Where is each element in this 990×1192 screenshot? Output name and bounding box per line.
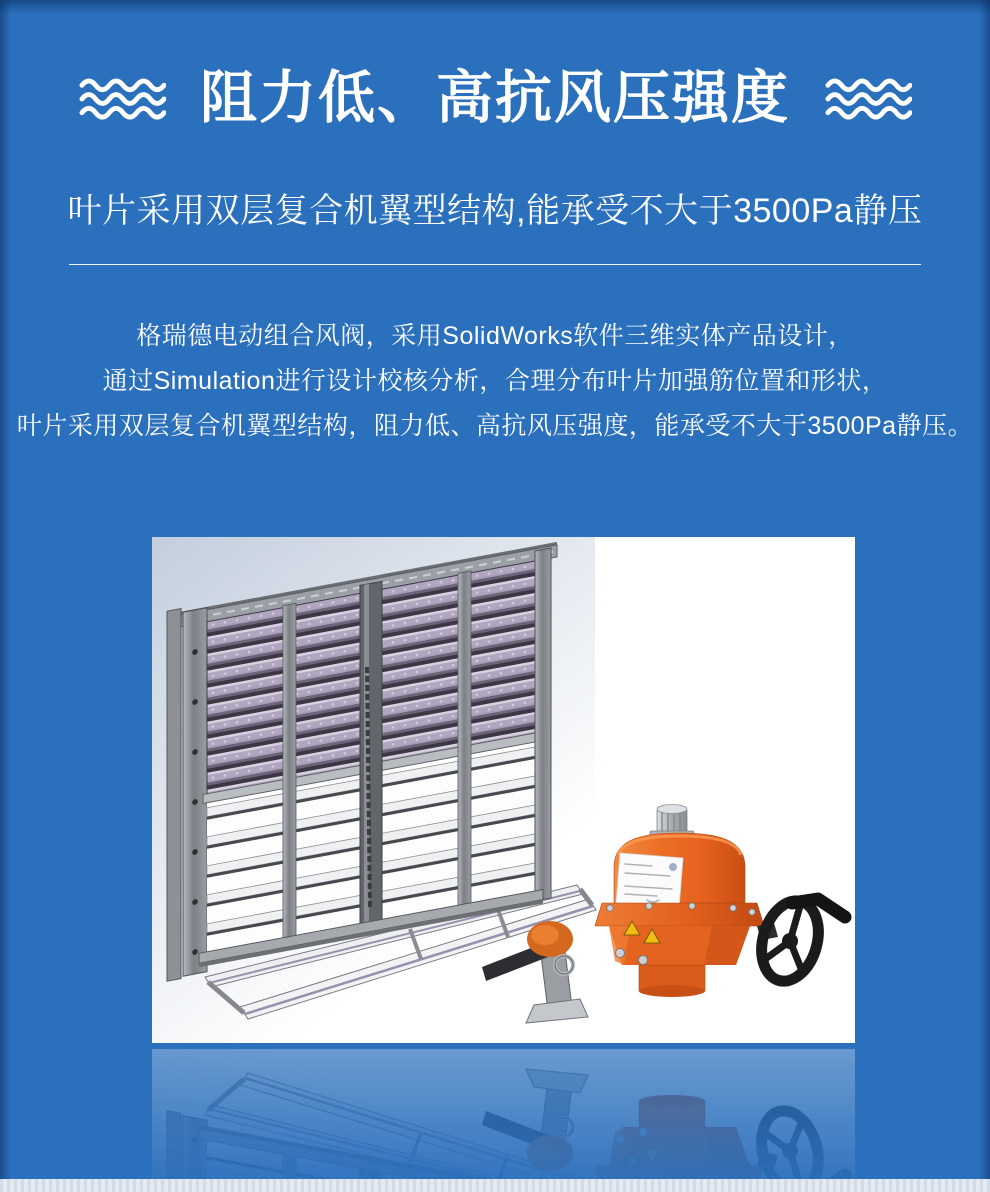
page-title: 阻力低、高抗风压强度 [200,66,790,130]
product-figure [152,537,855,1043]
right-edge-shadow [979,0,990,1192]
footer-strip [0,1179,990,1192]
figure-reflection [152,1049,855,1179]
product-figure-svg [152,537,855,1043]
intro-line: 通过Simulation进行设计校核分析，合理分布叶片加强筋位置和形状， [102,367,888,395]
subtitle: 叶片采用双层复合机翼型结构,能承受不大于3500Pa静压 [67,192,923,230]
header [0,66,990,130]
top-edge-shadow [0,0,990,14]
waves-icon-right [824,77,912,121]
waves-icon-left [78,77,166,121]
intro-line: 格瑞德电动组合风阀，采用SolidWorks软件三维实体产品设计， [136,322,854,350]
left-edge-shadow [0,0,11,1192]
title-divider [69,264,921,265]
intro-line: 叶片采用双层复合机翼型结构，阻力低、高抗风压强度，能承受不大于3500Pa静压。 [16,412,974,440]
reflection-overlay [152,1049,855,1179]
intro-paragraph [0,314,990,449]
